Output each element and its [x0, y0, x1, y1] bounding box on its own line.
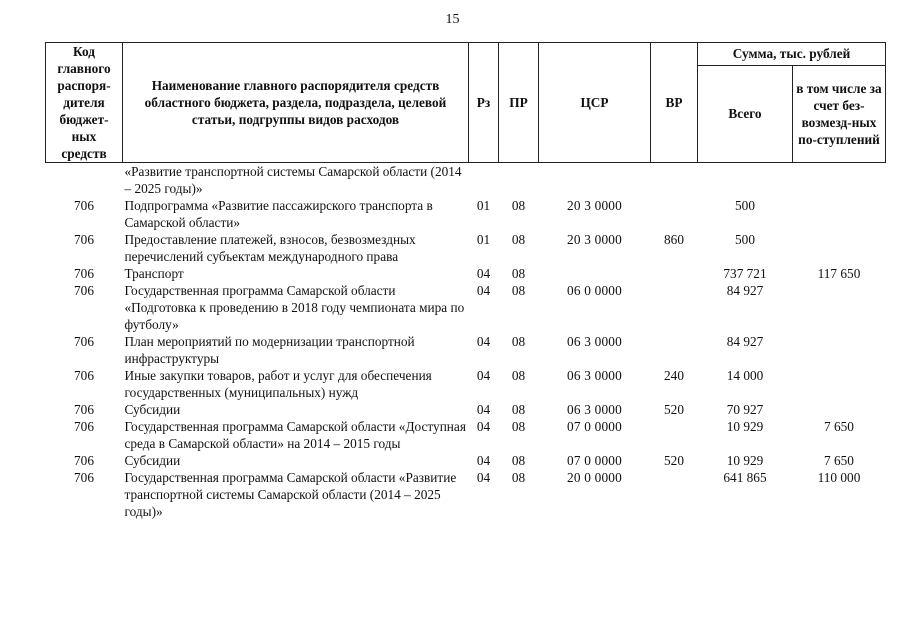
cell-total: 70 927 — [726, 402, 764, 417]
cell-vr — [651, 197, 698, 231]
cell-rz: 01 — [476, 232, 491, 247]
page-number: 15 — [445, 12, 460, 27]
table-row — [46, 367, 886, 401]
cell-free — [793, 163, 886, 198]
cell-free: 7 650 — [824, 453, 854, 468]
cell-name: План мероприятий по модернизации транспортной инфраструктуры — [124, 334, 415, 366]
cell-free: 117 650 — [817, 266, 861, 281]
cell-csr: 07 0 0000 — [567, 419, 622, 434]
table-row — [46, 469, 886, 520]
cell-rz: 04 — [476, 334, 491, 349]
cell-name: Транспорт — [124, 266, 184, 281]
cell-total: 14 000 — [726, 368, 764, 383]
cell-pr: 08 — [511, 198, 526, 213]
cell-code: 706 — [74, 470, 94, 485]
cell-csr: 20 3 0000 — [567, 232, 622, 247]
cell-rz: 01 — [476, 198, 491, 213]
cell-csr: 06 3 0000 — [567, 334, 622, 349]
cell-csr — [539, 265, 651, 282]
cell-total: 10 929 — [726, 419, 764, 434]
cell-total: 10 929 — [726, 453, 764, 468]
cell-vr — [651, 333, 698, 367]
cell-name: Предоставление платежей, взносов, безвозмездных перечислений субъектам международного права — [124, 232, 416, 264]
cell-free — [793, 231, 886, 265]
cell-code: 706 — [74, 402, 94, 417]
cell-total: 500 — [735, 232, 755, 247]
cell-rz: 04 — [476, 453, 491, 468]
cell-name: Субсидии — [124, 402, 181, 417]
cell-csr: 06 3 0000 — [567, 368, 622, 383]
table-row — [46, 163, 886, 198]
cell-vr — [651, 282, 698, 333]
cell-name: Государственная программа Самарской области «Подготовка к проведению в 2018 году чемпионата мира по футболу» — [124, 283, 465, 332]
cell-pr: 08 — [511, 419, 526, 434]
cell-total: 84 927 — [726, 283, 764, 298]
cell-free — [793, 333, 886, 367]
cell-total: 641 865 — [723, 470, 767, 485]
header-rz: Рз — [469, 43, 499, 163]
table-header — [46, 43, 886, 163]
table-row — [46, 418, 886, 452]
cell-pr: 08 — [511, 453, 526, 468]
cell-free: 110 000 — [817, 470, 861, 485]
table-row — [46, 231, 886, 265]
cell-vr — [651, 418, 698, 452]
table-row — [46, 333, 886, 367]
cell-total — [698, 163, 793, 198]
cell-free — [793, 197, 886, 231]
header-free: в том числе за счет без-возмезд-ных по-ступлений — [793, 65, 886, 162]
cell-csr: 20 0 0000 — [567, 470, 622, 485]
cell-free — [793, 401, 886, 418]
cell-pr: 08 — [511, 470, 526, 485]
table-body — [46, 163, 886, 521]
cell-name: Государственная программа Самарской области «Доступная среда в Самарской области» на 2014 – 2015 годы — [124, 419, 466, 451]
cell-vr: 520 — [664, 453, 684, 468]
cell-name: Иные закупки товаров, работ и услуг для обеспечения государственных (муниципальных) нужд — [124, 368, 432, 400]
cell-pr — [499, 163, 539, 198]
cell-rz: 04 — [476, 283, 491, 298]
cell-rz: 04 — [476, 368, 491, 383]
cell-free: 7 650 — [824, 419, 854, 434]
cell-name: Субсидии — [124, 453, 181, 468]
cell-code — [46, 163, 123, 198]
header-sum: Сумма, тыс. рублей — [698, 43, 886, 66]
cell-total: 500 — [735, 198, 755, 213]
header-name: Наименование главного распорядителя средств областного бюджета, раздела, подраздела, целевой статьи, подгруппы видов расходов — [123, 43, 469, 163]
cell-csr: 07 0 0000 — [567, 453, 622, 468]
budget-table — [45, 42, 886, 520]
cell-pr: 08 — [511, 368, 526, 383]
cell-total: 84 927 — [726, 334, 764, 349]
cell-pr: 08 — [511, 232, 526, 247]
table-row — [46, 197, 886, 231]
cell-name: Подпрограмма «Развитие пассажирского транспорта в Самарской области» — [124, 198, 433, 230]
cell-vr: 860 — [664, 232, 684, 247]
header-vr: ВР — [651, 43, 698, 163]
cell-code: 706 — [74, 368, 94, 383]
cell-vr: 240 — [664, 368, 684, 383]
cell-vr — [651, 469, 698, 520]
header-code: Код главного распоря-дителя бюджет-ных средств — [46, 43, 123, 163]
header-total: Всего — [698, 65, 793, 162]
cell-vr: 520 — [664, 402, 684, 417]
header-csr: ЦСР — [539, 43, 651, 163]
cell-vr — [651, 163, 698, 198]
cell-csr: 20 3 0000 — [567, 198, 622, 213]
cell-code: 706 — [74, 232, 94, 247]
cell-free — [793, 367, 886, 401]
cell-rz: 04 — [476, 402, 491, 417]
cell-name: Государственная программа Самарской области «Развитие транспортной системы Самарской области (2014 – 2025 годы)» — [124, 470, 457, 519]
cell-csr — [539, 163, 651, 198]
cell-total: 737 721 — [723, 266, 767, 281]
cell-csr: 06 0 0000 — [567, 283, 622, 298]
cell-pr: 08 — [511, 334, 526, 349]
cell-code: 706 — [74, 334, 94, 349]
table-row — [46, 282, 886, 333]
cell-free — [793, 282, 886, 333]
cell-code: 706 — [74, 419, 94, 434]
cell-pr: 08 — [511, 266, 526, 281]
cell-vr — [651, 265, 698, 282]
cell-name: «Развитие транспортной системы Самарской области (2014 – 2025 годы)» — [124, 164, 462, 196]
cell-code: 706 — [74, 198, 94, 213]
cell-pr: 08 — [511, 283, 526, 298]
cell-rz: 04 — [476, 266, 491, 281]
cell-code: 706 — [74, 283, 94, 298]
cell-rz — [469, 163, 499, 198]
cell-rz: 04 — [476, 470, 491, 485]
header-pr: ПР — [499, 43, 539, 163]
cell-csr: 06 3 0000 — [567, 402, 622, 417]
table-row — [46, 265, 886, 282]
cell-rz: 04 — [476, 419, 491, 434]
table-row — [46, 401, 886, 418]
cell-code: 706 — [74, 266, 94, 281]
cell-pr: 08 — [511, 402, 526, 417]
cell-code: 706 — [74, 453, 94, 468]
table-row — [46, 452, 886, 469]
